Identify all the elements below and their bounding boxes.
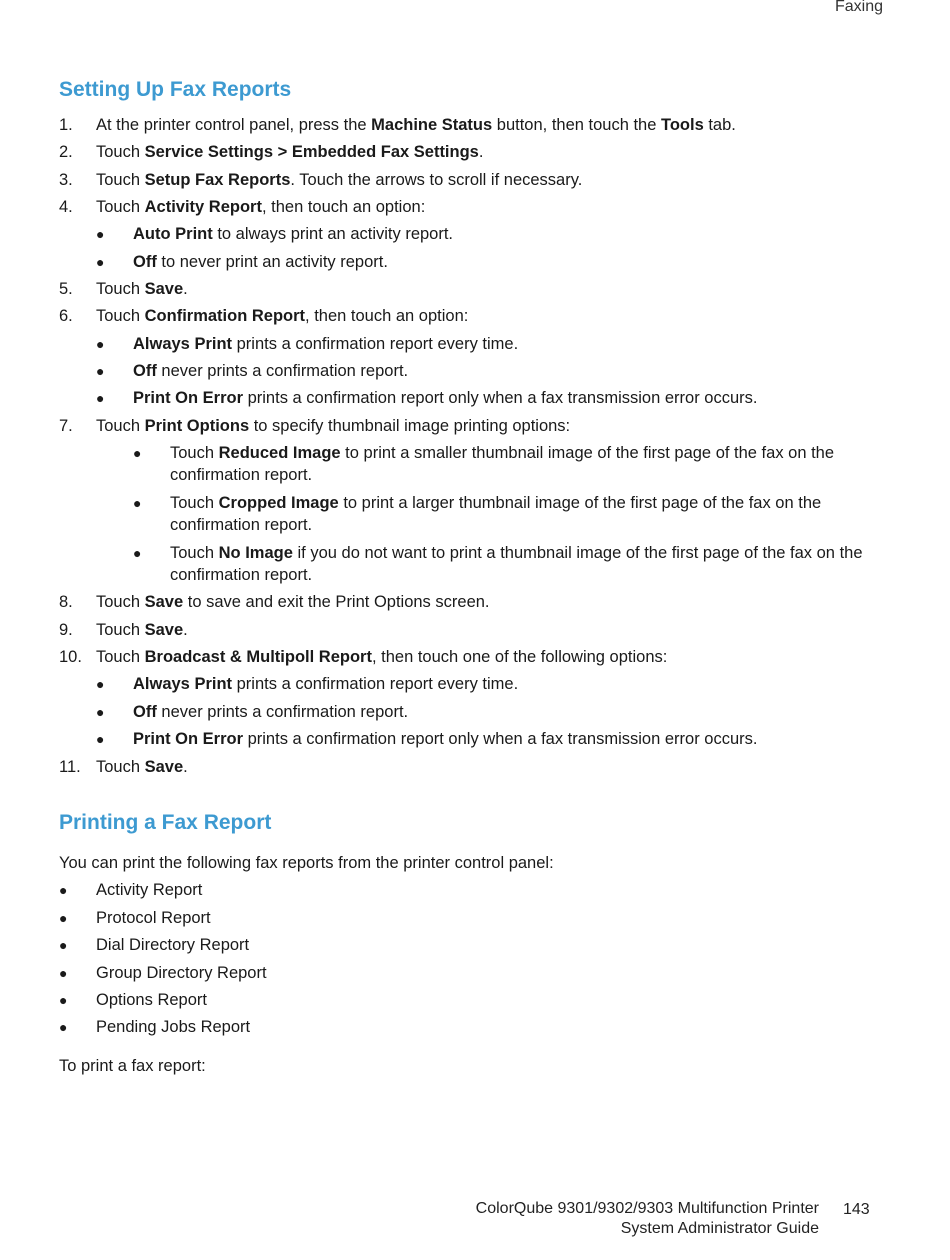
text-run: to specify thumbnail image printing options: (249, 417, 571, 435)
text-run: . (183, 621, 188, 639)
text-run: to print a larger thumbnail image of the first page of the fax on the confirmation report. (170, 494, 822, 534)
text-run: Touch (96, 593, 145, 611)
option-text (133, 360, 883, 382)
section-title-setup-fax-reports: Setting Up Fax Reports (59, 78, 292, 101)
report-name: Protocol Report (96, 909, 211, 927)
step-text (96, 591, 886, 613)
bold-ui-term: Save (144, 593, 184, 611)
text-run: button, then touch the (492, 116, 661, 134)
printing-intro: You can print the following fax reports from the printer control panel: (59, 854, 554, 872)
bullet-icon: ● (96, 226, 105, 242)
section-title-printing-fax-report: Printing a Fax Report (59, 811, 272, 834)
text-run: to print a smaller thumbnail image of the first page of the fax on the confirmation report. (170, 444, 835, 484)
bullet-icon: ● (59, 937, 68, 953)
text-run: Touch (96, 143, 145, 161)
step-number: 2. (59, 143, 73, 161)
option-text (133, 223, 883, 245)
footer-product-name: ColorQube 9301/9302/9303 Multifunction Printer (475, 1200, 819, 1217)
step-text (96, 415, 886, 437)
bold-ui-term: Cropped Image (218, 494, 339, 512)
step-text (96, 169, 886, 191)
report-name: Pending Jobs Report (96, 1018, 251, 1036)
step-number: 1. (59, 116, 73, 134)
bold-ui-term: Setup Fax Reports (144, 171, 291, 189)
bold-ui-term: Auto Print (133, 225, 213, 243)
bullet-icon: ● (59, 992, 68, 1008)
text-run: Touch (170, 494, 219, 512)
step-text (96, 646, 886, 668)
text-run: prints a confirmation report every time. (232, 335, 519, 353)
bold-ui-term: Off (133, 362, 157, 380)
bullet-icon: ● (96, 390, 105, 406)
report-name: Activity Report (96, 881, 203, 899)
bullet-icon: ● (96, 731, 105, 747)
step-number: 7. (59, 417, 73, 435)
text-run: Touch (170, 544, 219, 562)
step-number: 8. (59, 593, 73, 611)
bold-ui-term: Always Print (133, 335, 233, 353)
step-text (96, 278, 886, 300)
text-run: to save and exit the Print Options screen. (183, 593, 490, 611)
bold-ui-term: Off (133, 703, 157, 721)
text-run: , then touch one of the following options: (371, 648, 668, 666)
text-run: Touch (96, 621, 145, 639)
step-text (96, 305, 886, 327)
bold-ui-term: Machine Status (371, 116, 493, 134)
bold-ui-term: Service Settings > Embedded Fax Settings (144, 143, 479, 161)
step-text (96, 619, 886, 641)
text-run: prints a confirmation report every time. (232, 675, 519, 693)
page-number: 143 (843, 1201, 870, 1218)
text-run: Touch (96, 758, 145, 776)
step-number: 11. (59, 758, 81, 776)
bold-ui-term: Off (133, 253, 157, 271)
option-text (133, 673, 883, 695)
bullet-icon: ● (133, 495, 142, 511)
step-number: 5. (59, 280, 73, 298)
bold-ui-term: Broadcast & Multipoll Report (144, 648, 372, 666)
bullet-icon: ● (96, 254, 105, 270)
footer (476, 1199, 819, 1239)
report-name: Options Report (96, 991, 207, 1009)
report-name: Group Directory Report (96, 964, 267, 982)
footer-guide-name: System Administrator Guide (620, 1220, 819, 1237)
step-number: 6. (59, 307, 73, 325)
bold-ui-term: Save (144, 621, 184, 639)
bold-ui-term: Activity Report (144, 198, 262, 216)
bold-ui-term: No Image (218, 544, 293, 562)
bullet-icon: ● (96, 363, 105, 379)
step-text (96, 756, 886, 778)
step-text (96, 141, 886, 163)
text-run: At the printer control panel, press the (96, 116, 372, 134)
bullet-icon: ● (96, 704, 105, 720)
option-text (133, 701, 883, 723)
bullet-icon: ● (59, 910, 68, 926)
running-header: Faxing (834, 0, 883, 15)
text-run: Touch (96, 648, 145, 666)
option-text (133, 387, 883, 409)
bold-ui-term: Confirmation Report (144, 307, 306, 325)
text-run: prints a confirmation report only when a fax transmission error occurs. (243, 389, 758, 407)
bullet-icon: ● (133, 545, 142, 561)
text-run: . Touch the arrows to scroll if necessary. (290, 171, 583, 189)
text-run: . (183, 758, 188, 776)
sub-option-text (170, 542, 886, 586)
bold-ui-term: Print On Error (133, 389, 244, 407)
report-name: Dial Directory Report (96, 936, 250, 954)
option-text (133, 251, 883, 273)
step-text (96, 196, 886, 218)
text-run: . (478, 143, 484, 161)
bullet-icon: ● (59, 882, 68, 898)
step-text (96, 114, 886, 136)
bullet-icon: ● (133, 445, 142, 461)
bold-ui-term: Always Print (133, 675, 233, 693)
step-number: 10. (59, 648, 82, 666)
step-number: 9. (59, 621, 73, 639)
text-run: Touch (96, 280, 145, 298)
step-number: 4. (59, 198, 73, 216)
bold-ui-term: Print On Error (133, 730, 244, 748)
text-run: . (183, 280, 188, 298)
text-run: tab. (703, 116, 736, 134)
text-run: Touch (96, 171, 145, 189)
text-run: if you do not want to print a thumbnail image of the first page of the fax on the confirmation report. (170, 544, 863, 584)
text-run: , then touch an option: (305, 307, 469, 325)
text-run: to never print an activity report. (156, 253, 388, 271)
text-run: Touch (96, 307, 145, 325)
bold-ui-term: Reduced Image (218, 444, 341, 462)
bold-ui-term: Save (144, 280, 184, 298)
text-run: Touch (170, 444, 219, 462)
text-run: never prints a confirmation report. (156, 362, 409, 380)
text-run: Touch (96, 198, 145, 216)
step-number: 3. (59, 171, 73, 189)
bullet-icon: ● (59, 965, 68, 981)
bold-ui-term: Save (144, 758, 184, 776)
text-run: prints a confirmation report only when a fax transmission error occurs. (243, 730, 758, 748)
text-run: to always print an activity report. (212, 225, 454, 243)
printing-outro: To print a fax report: (59, 1057, 206, 1075)
option-text (133, 333, 883, 355)
bullet-icon: ● (96, 336, 105, 352)
text-run: Touch (96, 417, 145, 435)
bold-ui-term: Tools (660, 116, 704, 134)
text-run: , then touch an option: (261, 198, 426, 216)
sub-option-text (170, 442, 886, 486)
bullet-icon: ● (96, 676, 105, 692)
option-text (133, 728, 883, 750)
bold-ui-term: Print Options (144, 417, 250, 435)
text-run: never prints a confirmation report. (156, 703, 409, 721)
bullet-icon: ● (59, 1019, 68, 1035)
sub-option-text (170, 492, 886, 536)
